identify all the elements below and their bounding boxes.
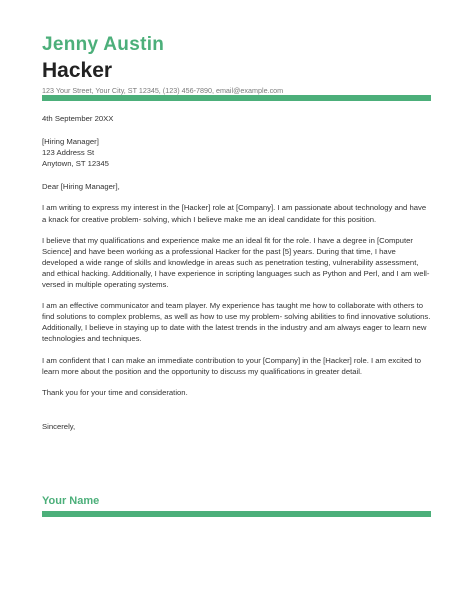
salutation: Dear [Hiring Manager], xyxy=(42,182,120,192)
header-divider xyxy=(42,95,431,101)
letter-date: 4th September 20XX xyxy=(42,114,114,123)
recipient-line: Anytown, ST 12345 xyxy=(42,159,109,169)
thanks-line: Thank you for your time and consideration. xyxy=(42,387,188,397)
closing-line: Sincerely, xyxy=(42,421,76,431)
recipient-line: [Hiring Manager] xyxy=(42,137,99,147)
recipient-block xyxy=(42,136,432,169)
job-title: Hacker xyxy=(42,59,113,82)
letter-body xyxy=(42,113,432,432)
body-paragraph: I am an effective communicator and team player. My experience has taught me how to collaborate with others to find solutions to complex problems, as well as how to use my problem- solving abilities to find innovative solutions. Additionally, I believe in staying up to date with the latest trends in the industry and am always eager to learn new technologies and techniques. xyxy=(42,301,431,344)
body-paragraph: I believe that my qualifications and experience make me an ideal fit for the role. I have a degree in [Computer Science] and have been working as a professional Hacker for the past [5] years. During that time, I have developed a wide range of skills and knowledge in areas such as penetration testing, vulnerability assessment, and ethical hacking. Additionally, I have experience in scripting languages such as Python and Perl, and I am well- versed in multiple operating systems. xyxy=(42,235,430,290)
applicant-name: Jenny Austin xyxy=(42,34,165,55)
body-paragraph: I am confident that I can make an immediate contribution to your [Company] in the [Hacker] role. I am excited to learn more about the position and the opportunity to discuss my qualifications in greater detail. xyxy=(42,355,422,376)
footer-divider xyxy=(42,511,431,517)
signature-name: Your Name xyxy=(42,495,100,507)
contact-info: 123 Your Street, Your City, ST 12345, (123) 456-7890, email@example.com xyxy=(42,86,284,95)
body-paragraph: I am writing to express my interest in the [Hacker] role at [Company]. I am passionate about technology and have a knack for creative problem- solving, which I believe make me an ideal candidate for this position. xyxy=(42,203,427,224)
recipient-line: 123 Address St xyxy=(42,148,95,158)
